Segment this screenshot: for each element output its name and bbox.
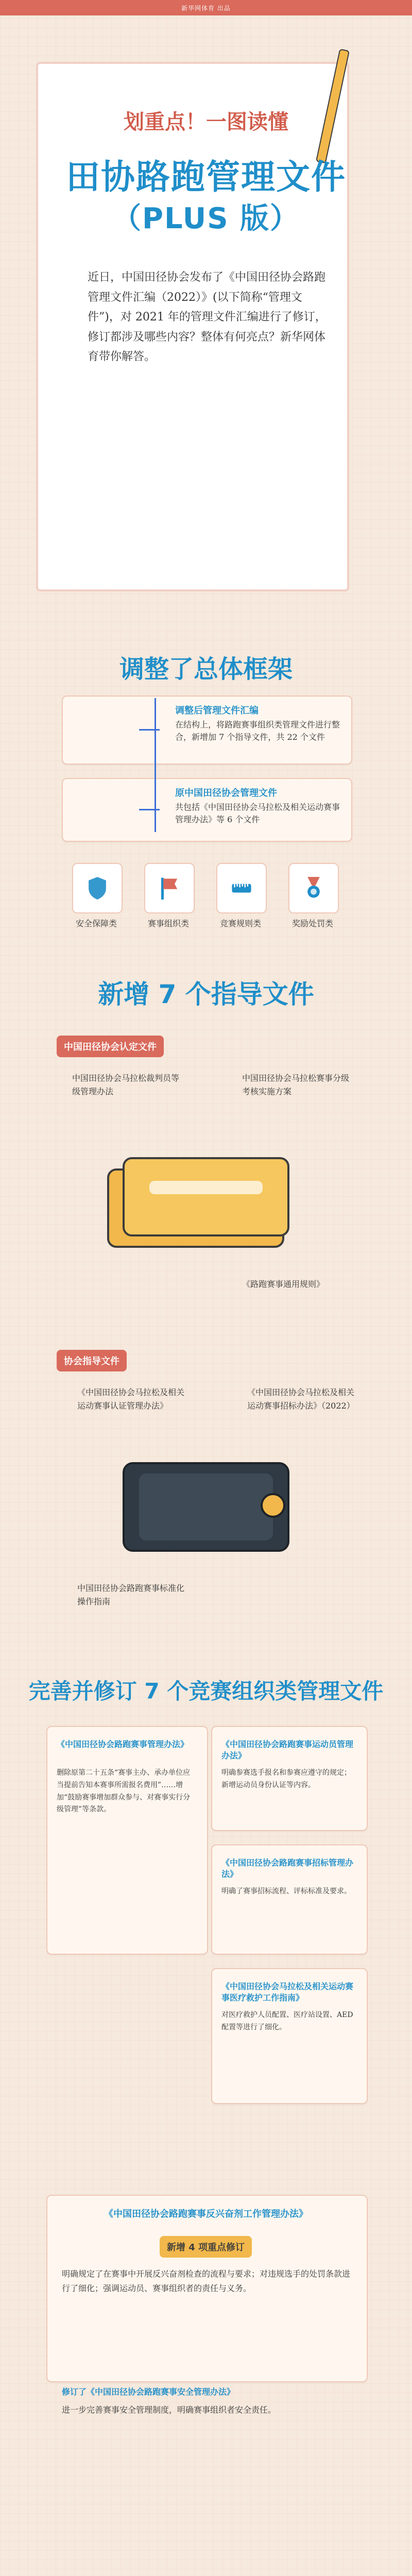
section-4-card-title: 《中国田径协会路跑赛事反兴奋剂工作管理办法》 bbox=[104, 2209, 308, 2219]
section-2-text-6: 中国田径协会路跑赛事标准化操作指南 bbox=[77, 1583, 185, 1606]
top-bar-text: 新华网体育 出品 bbox=[181, 4, 231, 12]
section-2-text-2: 中国田径协会马拉松赛事分级考核实施方案 bbox=[242, 1073, 350, 1096]
shield-icon bbox=[72, 863, 123, 913]
ruler-icon bbox=[216, 863, 267, 913]
section-3-card-2-title: 《中国田径协会路跑赛事运动员管理办法》 bbox=[221, 1739, 354, 1761]
section-3-card-1-title: 《中国田径协会路跑赛事管理办法》 bbox=[57, 1739, 189, 1749]
folders-illustration bbox=[88, 1144, 324, 1267]
section-3-title: 完善并修订 7 个竞赛组织类管理文件 bbox=[28, 1679, 384, 1704]
icon-label-3: 竞赛规则类 bbox=[219, 919, 261, 928]
section-3-card-3-title: 《中国田径协会路跑赛事招标管理办法》 bbox=[221, 1858, 354, 1879]
top-bar bbox=[0, 0, 412, 15]
section-3-card-1-body: 删除原第二十五条“赛事主办、承办单位应当提前告知本赛事所需报名费用”……增加“鼓励赛事增加群众参与、对赛事实行分级管理”等条款。 bbox=[57, 1769, 191, 1814]
section-3-card-2-body: 明确参赛选手报名和参赛应遵守的规定；新增运动员身份认证等内容。 bbox=[221, 1769, 351, 1789]
shield-icon-svg bbox=[83, 874, 111, 902]
medal-icon bbox=[288, 863, 339, 913]
page-title-suffix: （PLUS 版） bbox=[112, 202, 300, 235]
section-1-top-card-title: 调整后管理文件汇编 bbox=[175, 705, 259, 716]
icon-label-4: 奖励处罚类 bbox=[291, 919, 333, 928]
section-2-text-1: 中国田径协会马拉松裁判员等级管理办法 bbox=[72, 1073, 180, 1096]
ruler-icon-svg bbox=[228, 874, 255, 902]
section-1-title: 调整了总体框架 bbox=[119, 655, 293, 684]
section-1-bottom-card-text: 共包括《中国田径协会马拉松及相关运动赛事管理办法》等 6 个文件 bbox=[175, 802, 340, 824]
kicker: 划重点！一图读懂 bbox=[124, 110, 288, 134]
icon-label-1: 安全保障类 bbox=[75, 919, 117, 928]
section-4-tail-body: 进一步完善赛事安全管理制度，明确赛事组织者安全责任。 bbox=[62, 2405, 277, 2415]
section-3-card-3-body: 明确了赛事招标流程、评标标准及要求。 bbox=[221, 1887, 351, 1895]
section-3-card-4-title: 《中国田径协会马拉松及相关运动赛事医疗救护工作指南》 bbox=[221, 1981, 354, 2003]
section-1-bottom-card-title: 原中国田径协会管理文件 bbox=[175, 788, 277, 799]
icon-label-2: 赛事组织类 bbox=[147, 919, 189, 928]
flag-icon-svg bbox=[156, 874, 183, 902]
page-title: 田协路跑管理文件 bbox=[66, 157, 346, 197]
section-4-subtitle: 新增 4 项重点修订 bbox=[160, 2236, 252, 2258]
section-4-tail-title: 修订了《中国田径协会路跑赛事安全管理办法》 bbox=[62, 2387, 235, 2397]
section-1-connector bbox=[154, 698, 156, 832]
section-2-pill-1: 中国田径协会认定文件 bbox=[57, 1036, 164, 1057]
flag-icon bbox=[144, 863, 195, 913]
section-3-card-1 bbox=[46, 1726, 208, 1955]
section-2-text-4: 《中国田径协会马拉松及相关运动赛事认证管理办法》 bbox=[77, 1387, 185, 1411]
section-1-connector-top bbox=[139, 729, 160, 731]
section-1-connector-bottom bbox=[139, 809, 160, 810]
section-3-card-4-body: 对医疗救护人员配置、医疗站设置、AED 配置等进行了细化。 bbox=[221, 2011, 353, 2031]
section-2-title: 新增 7 个指导文件 bbox=[98, 979, 314, 1009]
medal-icon-svg bbox=[300, 874, 328, 902]
section-1-top-card-text: 在结构上，将路跑赛事组织类管理文件进行整合，新增加 7 个指导文件，共 22 个文件 bbox=[175, 720, 340, 742]
section-2-pill-2: 协会指导文件 bbox=[57, 1350, 127, 1371]
intro-paragraph: 近日，中国田径协会发布了《中国田径协会路跑管理文件汇编（2022）》(以下简称“管理文件”)，对 2021 年的管理文件汇编进行了修订，修订都涉及哪些内容？整体有何亮点？新华网体育带你解答。 bbox=[88, 271, 327, 363]
section-2-text-5: 《中国田径协会马拉松及相关运动赛事招标办法》（2022） bbox=[247, 1387, 355, 1411]
binder-illustration bbox=[103, 1443, 319, 1571]
section-2-text-3: 《路跑赛事通用规则》 bbox=[242, 1279, 325, 1289]
section-4-card-body: 明确规定了在赛事中开展反兴奋剂检查的流程与要求；对违规选手的处罚条款进行了细化；强调运动员、赛事组织者的责任与义务。 bbox=[62, 2269, 351, 2293]
